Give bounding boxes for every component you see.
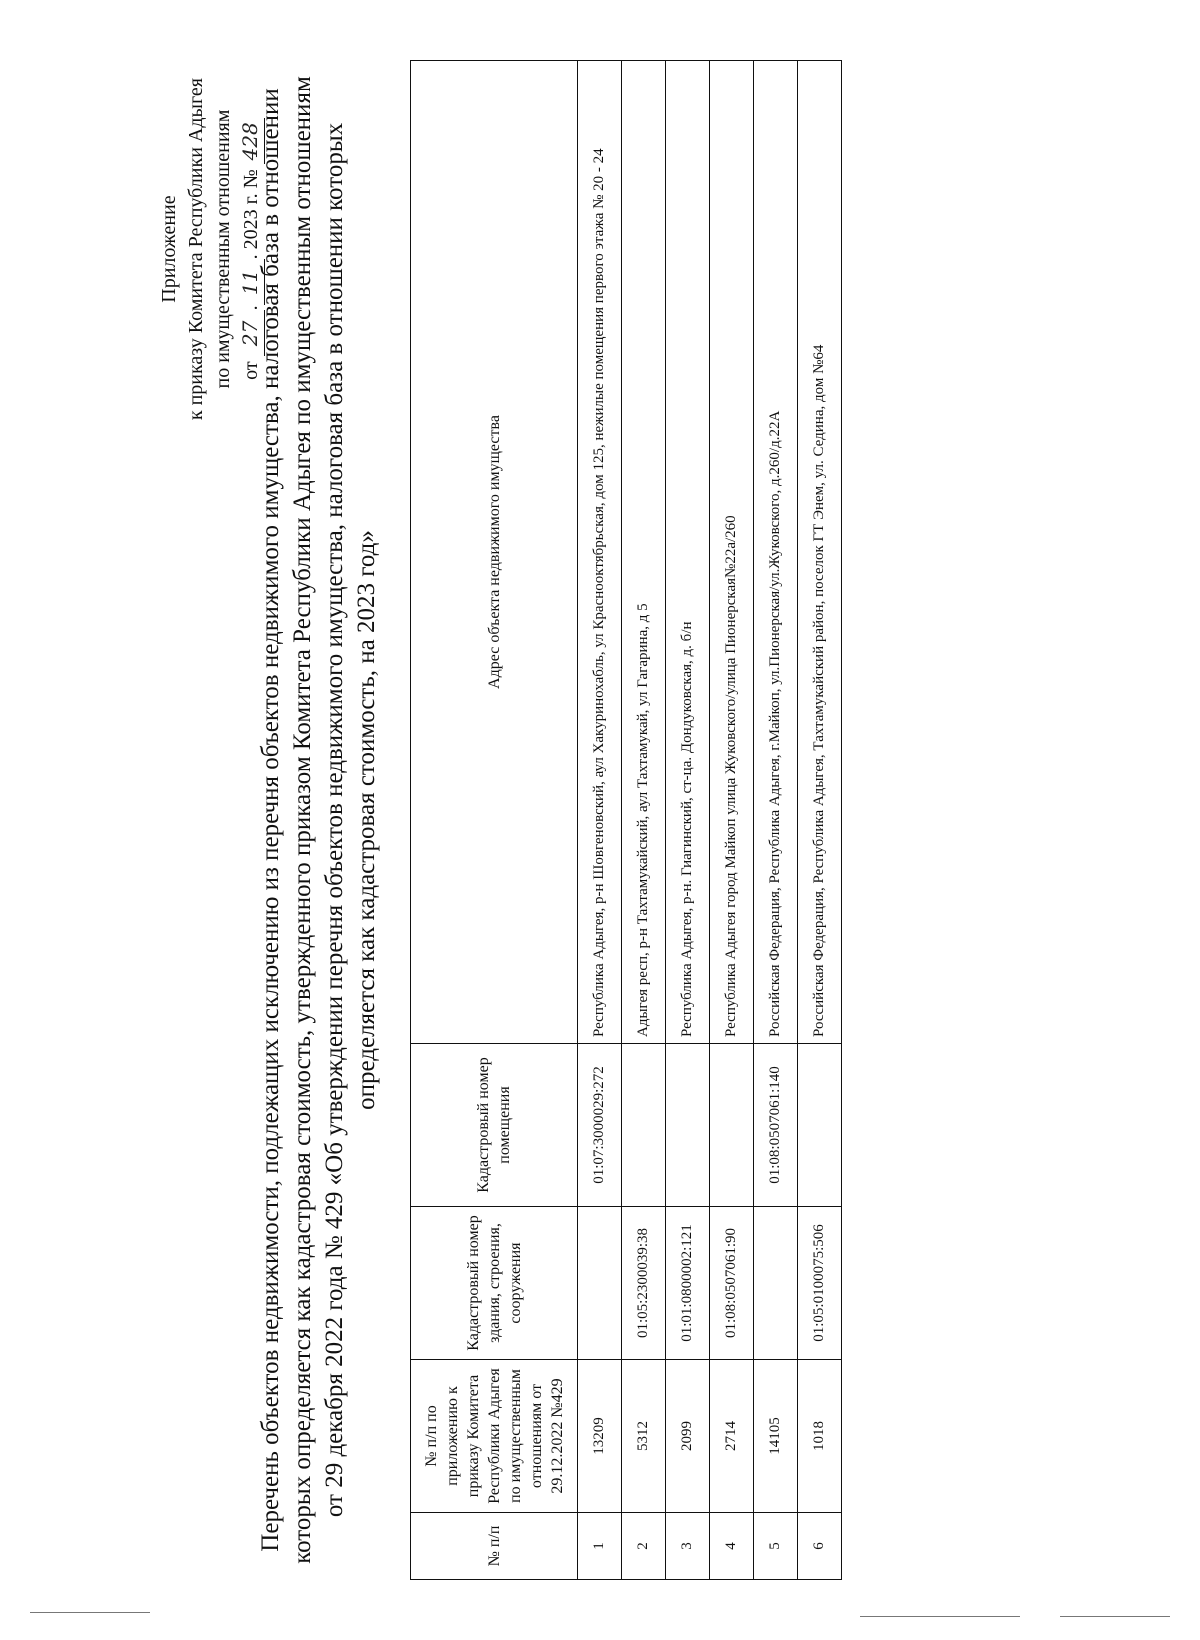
scan-artifact [1060,1616,1170,1617]
cell-building-cad: 01:05:0100075:506 [798,1207,842,1360]
handwritten-month: 11 [237,259,265,305]
cell-address: Российская Федерация, Республика Адыгея, Тахтамукайский район, поселок ГТ Энем, ул. Седина, дом №64 [798,61,842,1044]
cell-prev-num: 2099 [666,1360,710,1513]
cell-address: Российская Федерация, Республика Адыгея, г.Майкоп, ул.Пионерская/ул.Жуковского, д.260/д.22А [754,61,798,1044]
header-prev-num: № п/п по приложению к приказу Комитета Республики Адыгея по имущественным отношениям от 29.12.2022 №429 [411,1360,578,1513]
date-year: . 2023 г. № [240,169,262,260]
cell-address: Республика Адыгея город Майкоп улица Жуковского/улица Пионерская№22а/260 [710,61,754,1044]
cell-room-cad [622,1044,666,1207]
cell-building-cad [578,1207,622,1360]
cell-room-cad: 01:07:3000029:272 [578,1044,622,1207]
table-header-row [411,61,578,1580]
header-room-cad: Кадастровый номер помещения [411,1044,578,1207]
handwritten-order-number: 428 [237,118,265,164]
table-row [754,61,798,1580]
cell-num: 6 [798,1513,842,1580]
cell-room-cad [798,1044,842,1207]
table-row [666,61,710,1580]
cell-num: 3 [666,1513,710,1580]
handwritten-day: 27 [237,310,265,356]
cell-address: Республика Адыгея, р-н Шовгеновский, аул Хакуринохабль, ул Краснооктябрьская, дом 125, нежилые помещения первого этажа № 20 - 24 [578,61,622,1044]
header-num: № п/п [411,1513,578,1580]
appendix-header [156,78,265,420]
document-sheet [150,50,1050,1590]
cell-num: 2 [622,1513,666,1580]
appendix-order-ref: к приказу Комитета Республики Адыгея [185,78,207,421]
table-row [798,61,842,1580]
appendix-date-line: от 27.11. 2023 г. № 428 [237,78,265,420]
document-title: Перечень объектов недвижимости, подлежащих исключению из перечня объектов недвижимого имущества, налоговая база в отношении которых определяется как кадастровая стоимость, утвержденного приказом Комитета Республики Адыгея по имущественным отношениям от 29 декабря 2022 года № 429 «Об утверждении перечня объектов недвижимого имущества, налоговая база в отношении которых определяется как кадастровая стоимость, на 2023 год» [257,76,380,1564]
cell-prev-num: 2714 [710,1360,754,1513]
cell-building-cad [754,1207,798,1360]
cell-room-cad [666,1044,710,1207]
cell-prev-num: 14105 [754,1360,798,1513]
table-row [578,61,622,1580]
cell-room-cad: 01:08:0507061:140 [754,1044,798,1207]
cell-building-cad: 01:01:0800002:121 [666,1207,710,1360]
property-table [410,60,842,1580]
cell-room-cad [710,1044,754,1207]
cell-building-cad: 01:05:2300039:38 [622,1207,666,1360]
cell-address: Адыгея респ, р-н Тахтамукайский, аул Тахтамукай, ул Гагарина, д 5 [622,61,666,1044]
cell-prev-num: 5312 [622,1360,666,1513]
cell-num: 1 [578,1513,622,1580]
cell-prev-num: 1018 [798,1360,842,1513]
table-row [622,61,666,1580]
cell-building-cad: 01:08:0507061:90 [710,1207,754,1360]
cell-address: Республика Адыгея, р-н. Гиагинский, ст-ца. Дондуковская, д. б/н [666,61,710,1044]
date-prefix: от [240,361,262,380]
cell-prev-num: 13209 [578,1360,622,1513]
scan-artifact [30,1612,150,1613]
appendix-label: Приложение [158,195,180,303]
header-address: Адрес объекта недвижимого имущества [411,61,578,1044]
table-row [710,61,754,1580]
header-building-cad: Кадастровый номер здания, строения, сооружения [411,1207,578,1360]
cell-num: 4 [710,1513,754,1580]
cell-num: 5 [754,1513,798,1580]
scan-artifact [860,1616,1020,1617]
appendix-committee-ref: по имущественным отношениям [212,109,234,389]
